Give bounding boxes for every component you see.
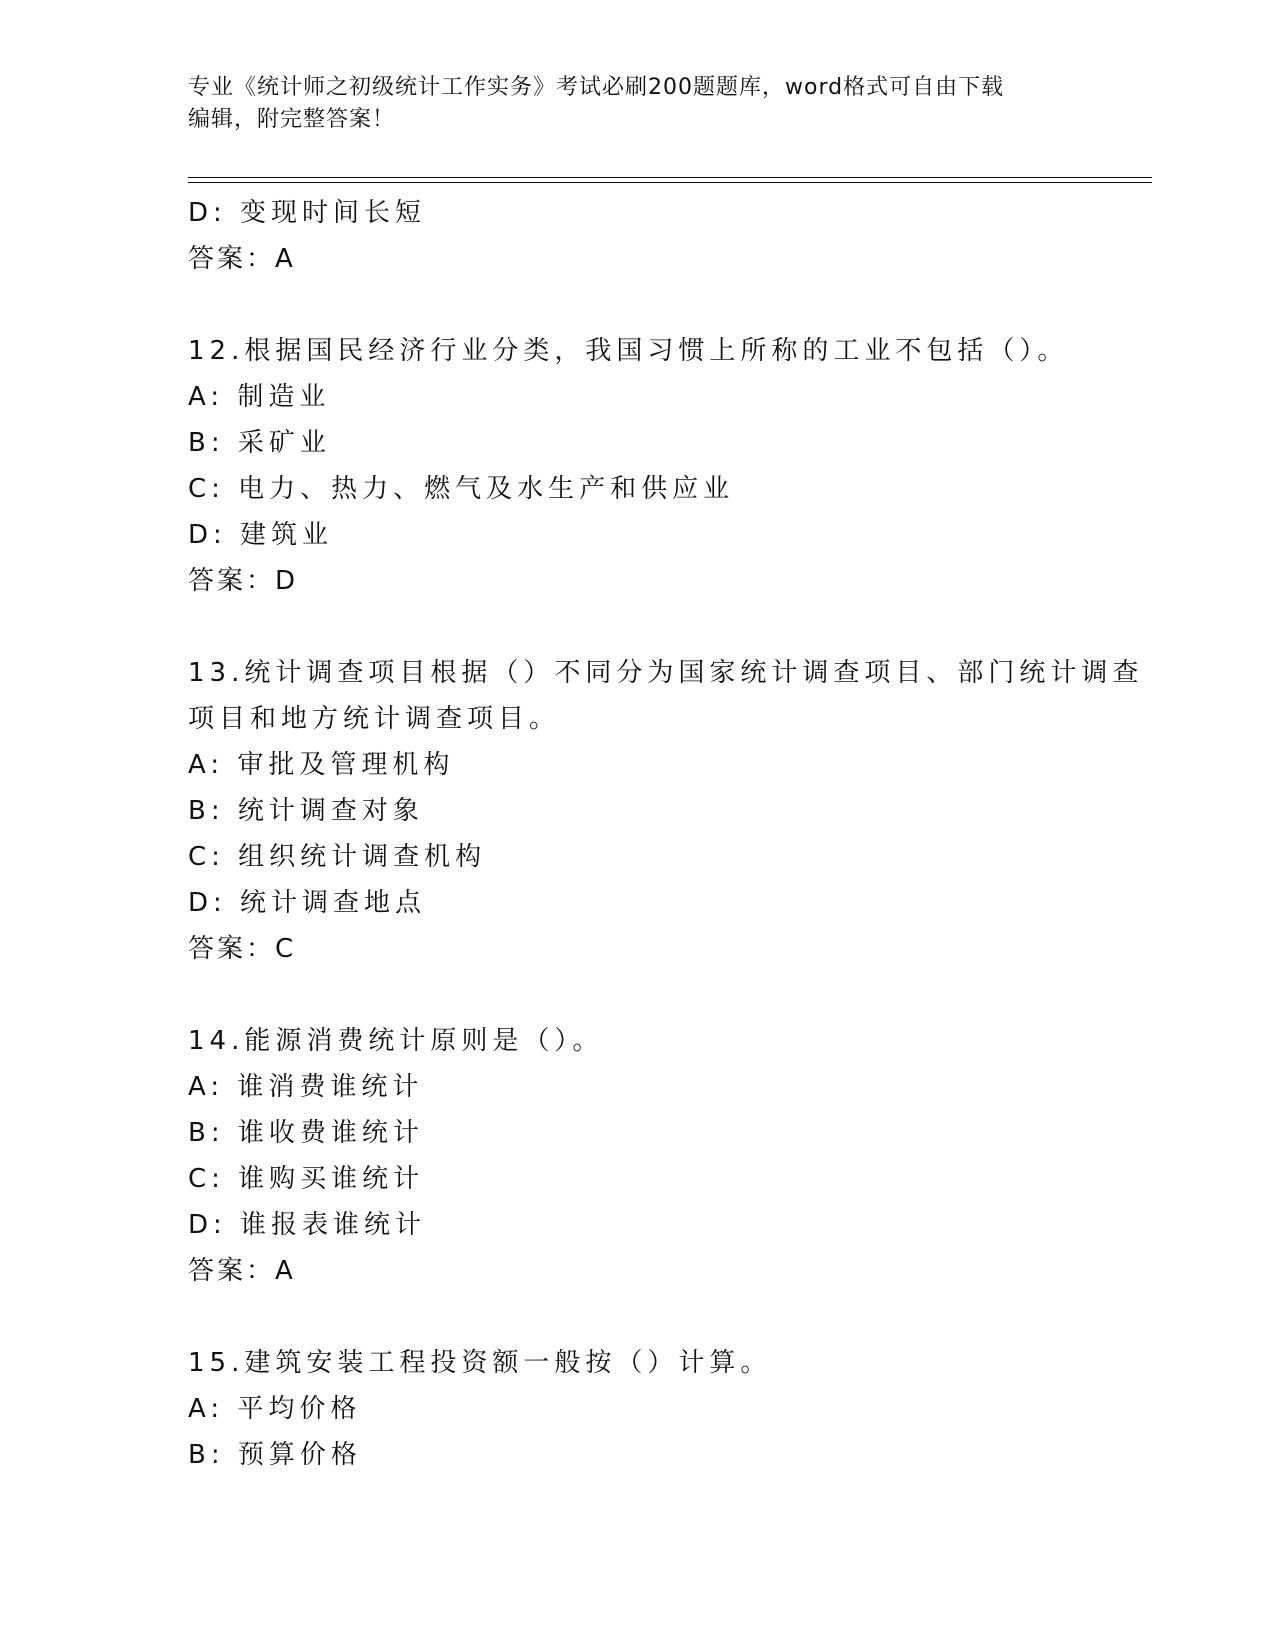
question-stem: 15.建筑安装工程投资额一般按（）计算。 — [188, 1348, 772, 1378]
answer-line: 答案：A — [188, 244, 296, 274]
header-divider-bottom — [188, 182, 1152, 183]
option-b: B: 预算价格 — [188, 1440, 362, 1470]
option-d: D: 统计调查地点 — [188, 888, 427, 918]
option-a: A: 审批及管理机构 — [188, 750, 455, 780]
question-stem: 14.能源消费统计原则是（）。 — [188, 1026, 604, 1056]
option-d: D: 建筑业 — [188, 520, 334, 550]
option-c: C: 谁购买谁统计 — [188, 1164, 425, 1194]
spacer — [188, 604, 1148, 650]
spacer — [188, 282, 1148, 328]
option-b: B: 统计调查对象 — [188, 796, 424, 826]
question-13 — [188, 650, 1148, 972]
spacer — [188, 972, 1148, 1018]
question-stem-line-1: 13.统计调查项目根据（）不同分为国家统计调查项目、部门统计调查 — [188, 658, 1144, 688]
header-line-1: 专业《统计师之初级统计工作实务》考试必刷200题题库，word格式可自由下载 — [188, 75, 1005, 100]
spacer — [188, 1294, 1148, 1340]
option-a: A: 谁消费谁统计 — [188, 1072, 424, 1102]
option-a: A: 制造业 — [188, 382, 331, 412]
header-divider-top — [188, 177, 1152, 178]
answer-line: 答案：A — [188, 1256, 296, 1286]
option-d: D: 谁报表谁统计 — [188, 1210, 427, 1240]
option-b: B: 采矿业 — [188, 428, 331, 458]
option-c: C: 组织统计调查机构 — [188, 842, 487, 872]
header-line-2: 编辑，附完整答案！ — [188, 107, 396, 132]
option-a: A: 平均价格 — [188, 1394, 362, 1424]
question-stem-line-2: 项目和地方统计调查项目。 — [188, 704, 561, 734]
option-b: B: 谁收费谁统计 — [188, 1118, 424, 1148]
option-d: D: 变现时间长短 — [188, 198, 427, 228]
question-12 — [188, 328, 1148, 604]
document-body — [188, 190, 1148, 1478]
document-header — [188, 72, 1088, 136]
question-14 — [188, 1018, 1148, 1294]
question-fragment — [188, 190, 1148, 282]
answer-line: 答案：D — [188, 566, 299, 596]
option-c: C: 电力、热力、燃气及水生产和供应业 — [188, 474, 735, 504]
answer-line: 答案：C — [188, 934, 297, 964]
question-15 — [188, 1340, 1148, 1478]
question-stem: 12.根据国民经济行业分类，我国习惯上所称的工业不包括（）。 — [188, 336, 1069, 366]
